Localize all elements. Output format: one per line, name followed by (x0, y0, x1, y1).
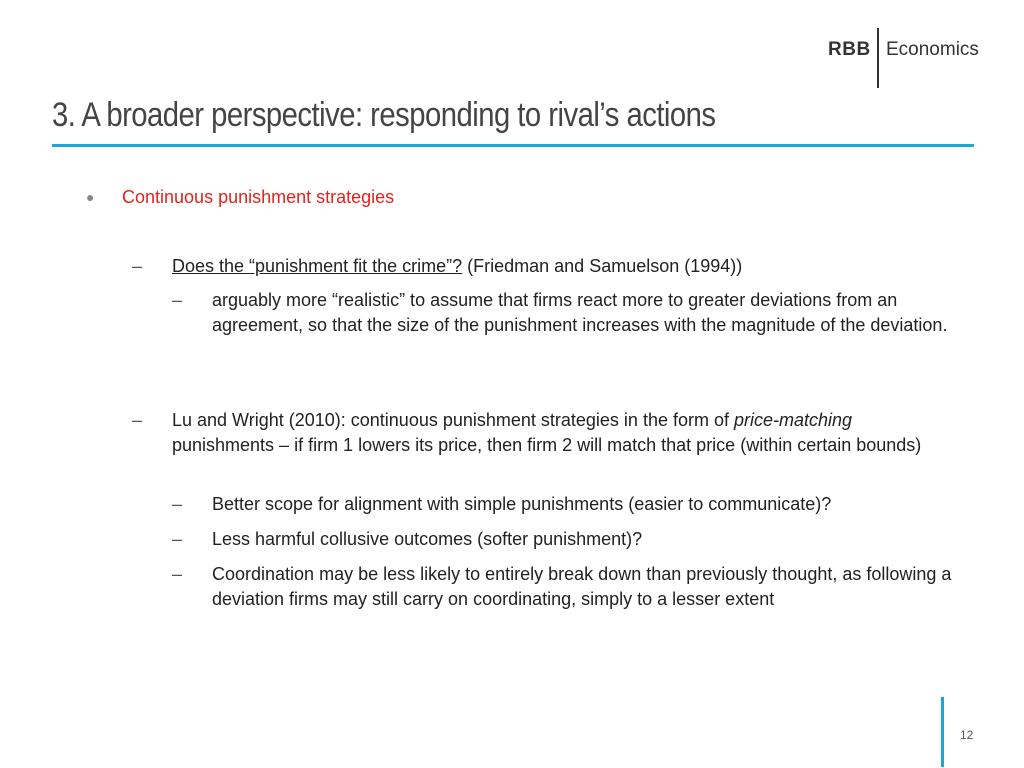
dash-icon: – (172, 529, 183, 549)
dash-icon: – (132, 410, 143, 430)
sub-point-text: Coordination may be less likely to entirely break down than previously thought, as following a deviation firms may still carry on coordinating, simply to a lesser extent (212, 564, 952, 609)
page-number-divider (941, 697, 944, 767)
underlined-question: Does the “punishment fit the crime”? (172, 256, 463, 276)
sub-point-text: Less harmful collusive outcomes (softer punishment)? (212, 529, 643, 549)
price-matching-italic: price-matching (733, 410, 853, 430)
citation-text: (Friedman and Samuelson (1994)) (462, 256, 743, 276)
main-bullet-text: Continuous punishment strategies (122, 187, 395, 207)
sub-point-text: arguably more “realistic” to assume that firms react more to greater deviations from an agreement, so that the size of the punishment increases with the magnitude of the deviation. (212, 290, 948, 335)
logo-subtitle: Economics (886, 39, 979, 60)
bullet-dot-icon: ● (86, 189, 95, 205)
page-number: 12 (960, 728, 974, 742)
dash-icon: – (132, 256, 143, 276)
logo-brand: RBB (828, 39, 871, 60)
sub-point-text: Better scope for alignment with simple punishments (easier to communicate)? (212, 494, 832, 514)
dash-icon: – (172, 564, 183, 584)
dash-icon: – (172, 494, 183, 514)
logo-divider (877, 28, 879, 88)
rbb-economics-logo (828, 28, 988, 90)
lu-wright-text-after: punishments – if firm 1 lowers its price, then firm 2 will match that price (within certain bounds) (172, 435, 922, 455)
dash-icon: – (172, 290, 183, 310)
title-underline (52, 144, 974, 147)
lu-wright-text-before: Lu and Wright (2010): continuous punishment strategies in the form of (172, 410, 734, 430)
slide-title: 3. A broader perspective: responding to rival’s actions (52, 96, 716, 134)
